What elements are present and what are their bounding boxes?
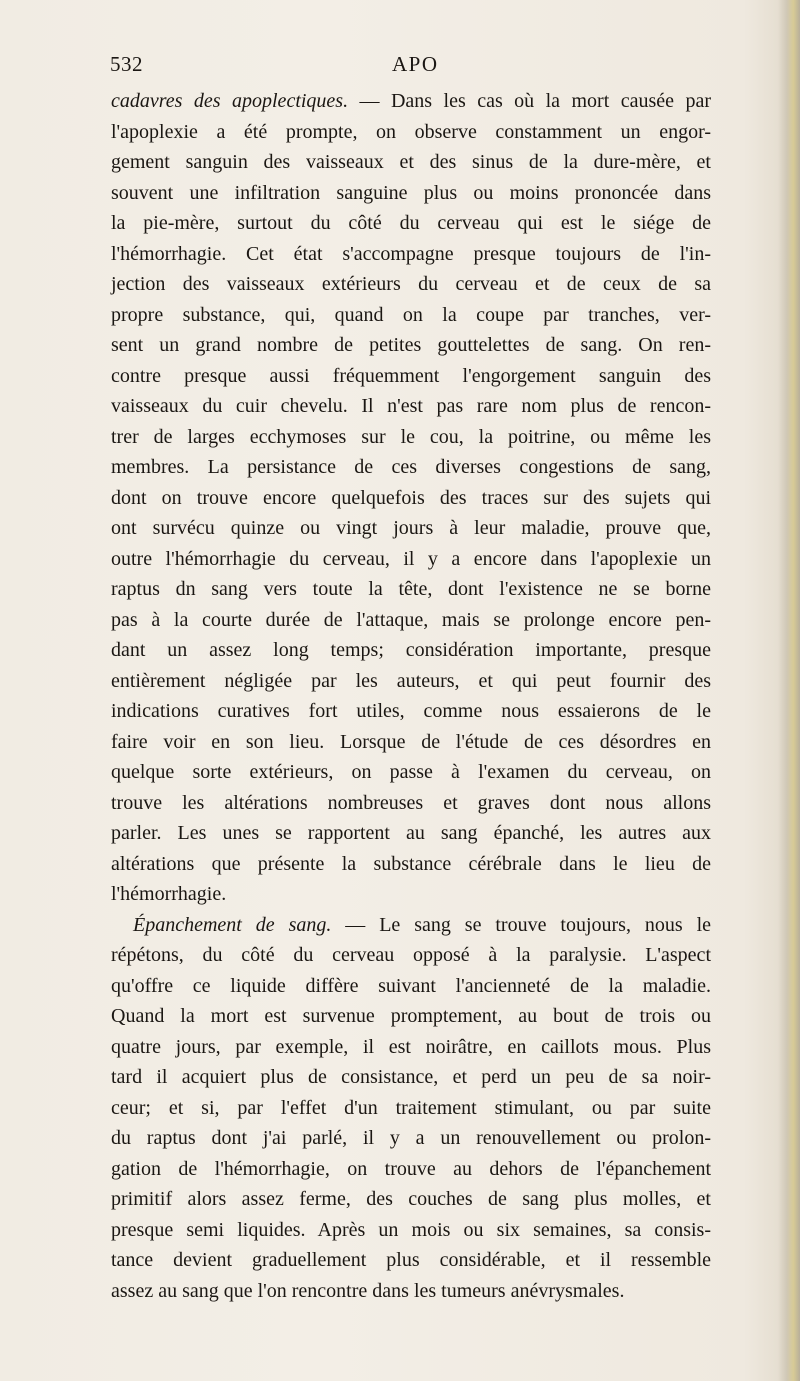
line-text: quelque sorte extérieurs, on passe à l'examen du cerveau, on xyxy=(111,761,711,783)
text-line xyxy=(111,483,711,514)
line-text: — Le sang se trouve toujours, nous le xyxy=(331,913,712,936)
text-line xyxy=(111,117,711,148)
line-text: ceur; et si, par l'effet d'un traitement stimulant, ou par suite xyxy=(111,1096,711,1119)
text-line xyxy=(111,330,711,361)
text-line xyxy=(111,452,711,483)
line-text: quatre jours, par exemple, il est noirâtre, en caillots mous. Plus xyxy=(111,1035,711,1058)
text-line xyxy=(111,391,711,422)
text-line xyxy=(111,940,711,971)
text-line xyxy=(111,818,711,849)
text-line xyxy=(111,757,711,788)
page-number: 532 xyxy=(110,52,143,76)
line-text: ont survécu quinze ou vingt jours à leur maladie, prouve que, xyxy=(111,517,711,539)
text-line xyxy=(111,635,711,666)
page-edge xyxy=(778,0,800,1381)
text-line xyxy=(111,849,711,880)
line-text: tard il acquiert plus de consistance, et perd un peu de sa noir- xyxy=(111,1066,711,1088)
line-text: qu'offre ce liquide diffère suivant l'ancienneté de la maladie. xyxy=(111,974,711,997)
body-text xyxy=(111,86,711,1306)
paragraph xyxy=(111,86,711,910)
text-line xyxy=(111,879,711,910)
text-line xyxy=(111,1093,711,1124)
line-text: indications curatives fort utiles, comme nous essaierons de le xyxy=(111,700,711,722)
line-text: presque semi liquides. Après un mois ou six semaines, sa consis- xyxy=(111,1218,711,1241)
text-line xyxy=(111,1032,711,1063)
text-line xyxy=(111,513,711,544)
line-text: outre l'hémorrhagie du cerveau, il y a encore dans l'apoplexie un xyxy=(111,547,711,570)
line-text: membres. La persistance de ces diverses congestions de sang, xyxy=(111,456,711,478)
line-text: jection des vaisseaux extérieurs du cerveau et de ceux de sa xyxy=(111,273,711,295)
line-text: trouve les altérations nombreuses et graves dont nous allons xyxy=(111,791,711,814)
line-text: Quand la mort est survenue promptement, au bout de trois ou xyxy=(111,1005,711,1027)
line-text: entièrement négligée par les auteurs, et qui peut fournir des xyxy=(111,669,711,692)
line-text: faire voir en son lieu. Lorsque de l'étude de ces désordres en xyxy=(111,730,711,753)
text-line xyxy=(111,788,711,819)
line-text: propre substance, qui, quand on la coupe par tranches, ver- xyxy=(111,303,711,326)
text-line xyxy=(111,1215,711,1246)
text-line xyxy=(111,147,711,178)
text-line xyxy=(111,208,711,239)
text-line xyxy=(111,1001,711,1032)
text-line xyxy=(111,361,711,392)
italic-heading: Épanchement de sang. xyxy=(133,913,332,936)
line-text: parler. Les unes se rapportent au sang épanché, les autres aux xyxy=(111,822,711,844)
line-text: — Dans les cas où la mort causée par xyxy=(348,90,711,112)
line-text: assez au sang que l'on rencontre dans les tumeurs anévrysmales. xyxy=(111,1279,625,1302)
line-text: l'apoplexie a été prompte, on observe constamment un engor- xyxy=(111,120,711,143)
line-text: primitif alors assez ferme, des couches de sang plus molles, et xyxy=(111,1188,711,1210)
running-title: APO xyxy=(392,52,439,76)
running-head xyxy=(110,52,710,82)
text-line xyxy=(111,1062,711,1093)
line-text: dant un assez long temps; considération importante, presque xyxy=(111,639,711,661)
text-line xyxy=(111,1276,711,1307)
text-line xyxy=(111,666,711,697)
italic-heading: cadavres des apoplectiques. xyxy=(111,90,349,112)
text-line xyxy=(111,178,711,209)
line-text: l'hémorrhagie. Cet état s'accompagne presque toujours de l'in- xyxy=(111,242,711,265)
line-text: pas à la courte durée de l'attaque, mais se prolonge encore pen- xyxy=(111,608,711,631)
text-line xyxy=(111,1123,711,1154)
line-text: raptus dn sang vers toute la tête, dont l'existence ne se borne xyxy=(111,578,711,600)
text-line xyxy=(111,269,711,300)
text-line xyxy=(111,574,711,605)
line-text: la pie-mère, surtout du côté du cerveau qui est le siége de xyxy=(111,212,711,234)
line-text: souvent une infiltration sanguine plus ou moins prononcée dans xyxy=(111,181,711,204)
text-line xyxy=(111,1245,711,1276)
text-line xyxy=(111,696,711,727)
text-line xyxy=(111,1184,711,1215)
line-text: gation de l'hémorrhagie, on trouve au dehors de l'épanchement xyxy=(111,1157,711,1180)
text-line xyxy=(111,239,711,270)
text-line xyxy=(111,544,711,575)
text-line xyxy=(111,727,711,758)
text-line xyxy=(111,910,711,941)
line-text: du raptus dont j'ai parlé, il y a un renouvellement ou prolon- xyxy=(111,1127,711,1149)
text-line xyxy=(111,300,711,331)
line-text: trer de larges ecchymoses sur le cou, la poitrine, ou même les xyxy=(111,425,711,448)
line-text: dont on trouve encore quelquefois des traces sur des sujets qui xyxy=(111,486,711,509)
line-text: contre presque aussi fréquemment l'engorgement sanguin des xyxy=(111,364,711,387)
line-text: l'hémorrhagie. xyxy=(111,883,227,905)
text-line xyxy=(111,605,711,636)
paragraph xyxy=(111,910,711,1307)
line-text: tance devient graduellement plus considérable, et il ressemble xyxy=(111,1249,711,1271)
line-text: répétons, du côté du cerveau opposé à la paralysie. L'aspect xyxy=(111,944,711,966)
text-line xyxy=(111,971,711,1002)
text-line xyxy=(111,422,711,453)
line-text: sent un grand nombre de petites gouttelettes de sang. On ren- xyxy=(111,334,711,356)
line-text: gement sanguin des vaisseaux et des sinus de la dure-mère, et xyxy=(111,151,711,173)
line-text: vaisseaux du cuir chevelu. Il n'est pas rare nom plus de rencon- xyxy=(111,395,711,417)
text-line xyxy=(111,86,711,117)
line-text: altérations que présente la substance cérébrale dans le lieu de xyxy=(111,852,711,875)
text-line xyxy=(111,1154,711,1185)
